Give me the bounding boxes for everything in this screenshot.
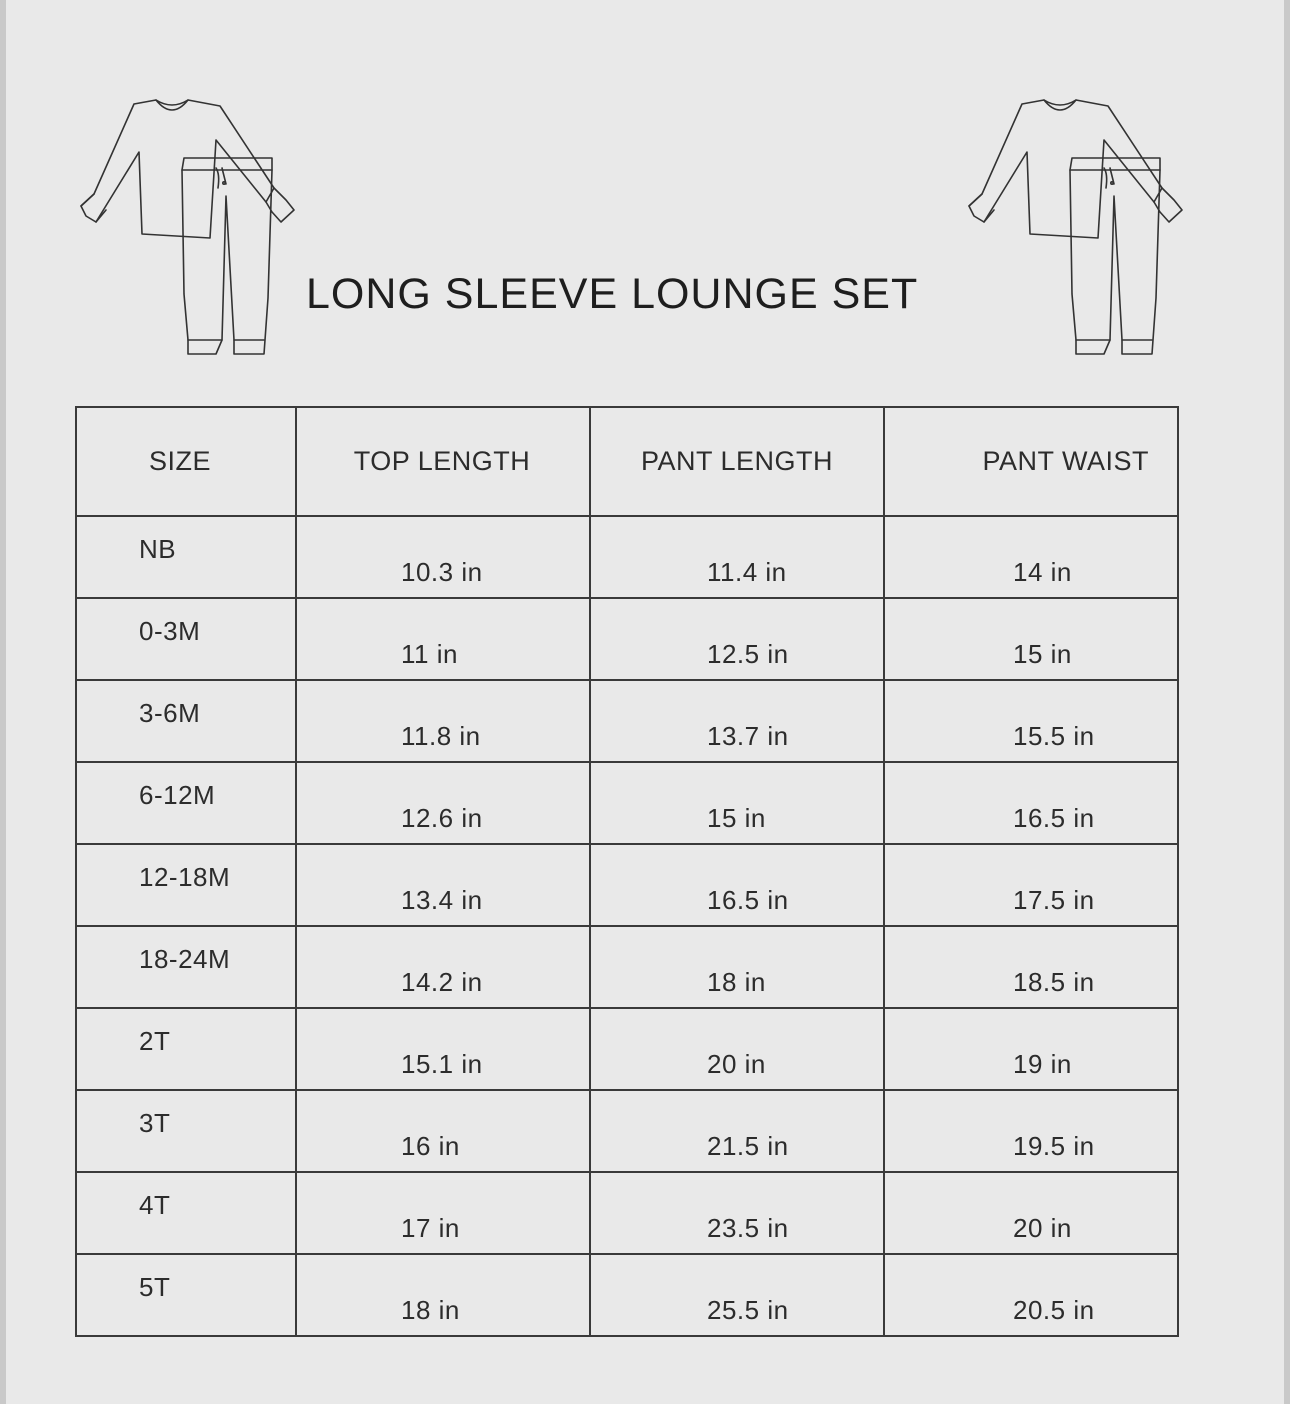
top-length-value: 14.2 in	[401, 967, 483, 997]
cell-size	[76, 1254, 296, 1336]
top-length-value: 11.8 in	[401, 721, 481, 751]
cell-pant-length	[590, 762, 884, 844]
cell-pant-length	[590, 1254, 884, 1336]
cell-top-length	[296, 1008, 590, 1090]
pant-waist-value: 18.5 in	[1013, 967, 1095, 997]
cell-top-length	[296, 762, 590, 844]
cell-top-length	[296, 1090, 590, 1172]
pant-length-value: 23.5 in	[707, 1213, 789, 1243]
top-length-value: 10.3 in	[401, 557, 483, 587]
pant-waist-value: 17.5 in	[1013, 885, 1095, 915]
cell-size	[76, 1008, 296, 1090]
top-length-value: 12.6 in	[401, 803, 483, 833]
cell-size	[76, 926, 296, 1008]
pant-length-value: 20 in	[707, 1049, 766, 1079]
cell-top-length	[296, 926, 590, 1008]
top-length-value: 13.4 in	[401, 885, 483, 915]
cell-pant-length	[590, 1008, 884, 1090]
top-length-value: 15.1 in	[401, 1049, 483, 1079]
cell-pant-waist	[884, 680, 1178, 762]
table-row	[76, 598, 1178, 680]
cell-pant-waist	[884, 1090, 1178, 1172]
cell-pant-waist	[884, 516, 1178, 598]
pant-waist-value: 14 in	[1013, 557, 1072, 587]
table-row	[76, 1008, 1178, 1090]
top-length-value: 11 in	[401, 639, 458, 669]
size-value: 6-12M	[139, 780, 216, 810]
cell-size	[76, 598, 296, 680]
page-title: LONG SLEEVE LOUNGE SET	[306, 270, 919, 318]
cell-top-length	[296, 680, 590, 762]
cell-pant-waist	[884, 1172, 1178, 1254]
cell-pant-length	[590, 926, 884, 1008]
pant-length-value: 11.4 in	[707, 557, 787, 587]
size-value: 3-6M	[139, 698, 201, 728]
pant-length-value: 18 in	[707, 967, 766, 997]
pant-waist-value: 19 in	[1013, 1049, 1072, 1079]
cell-pant-waist	[884, 844, 1178, 926]
size-value: 0-3M	[139, 616, 201, 646]
table-row	[76, 1172, 1178, 1254]
size-chart-page	[6, 0, 1284, 1404]
lounge-set-illustration-icon	[76, 98, 306, 360]
cell-pant-length	[590, 844, 884, 926]
pant-length-value: 21.5 in	[707, 1131, 789, 1161]
lounge-set-illustration-icon	[964, 98, 1194, 360]
cell-size	[76, 680, 296, 762]
size-value: 5T	[139, 1272, 171, 1302]
cell-pant-length	[590, 516, 884, 598]
cell-pant-waist	[884, 1008, 1178, 1090]
pant-length-value: 12.5 in	[707, 639, 789, 669]
size-value: NB	[139, 534, 177, 564]
table-header-row	[76, 407, 1178, 516]
cell-pant-length	[590, 598, 884, 680]
top-length-value: 18 in	[401, 1295, 460, 1325]
pant-waist-value: 15.5 in	[1013, 721, 1095, 751]
pant-waist-value: 20.5 in	[1013, 1295, 1095, 1325]
cell-size	[76, 1172, 296, 1254]
header-top-length: TOP LENGTH	[296, 407, 590, 516]
cell-pant-length	[590, 680, 884, 762]
table-row	[76, 680, 1178, 762]
table-body	[76, 516, 1178, 1336]
cell-top-length	[296, 598, 590, 680]
size-value: 3T	[139, 1108, 171, 1138]
table-row	[76, 516, 1178, 598]
pant-waist-value: 15 in	[1013, 639, 1072, 669]
pant-length-value: 16.5 in	[707, 885, 789, 915]
cell-pant-waist	[884, 926, 1178, 1008]
top-length-value: 17 in	[401, 1213, 460, 1243]
pant-length-value: 13.7 in	[707, 721, 789, 751]
pant-length-value: 25.5 in	[707, 1295, 789, 1325]
table-row	[76, 1254, 1178, 1336]
size-value: 12-18M	[139, 862, 231, 892]
size-value: 2T	[139, 1026, 171, 1056]
size-value: 4T	[139, 1190, 171, 1220]
cell-top-length	[296, 844, 590, 926]
cell-top-length	[296, 1172, 590, 1254]
cell-pant-waist	[884, 598, 1178, 680]
cell-size	[76, 1090, 296, 1172]
table-row	[76, 926, 1178, 1008]
header-size: SIZE	[76, 407, 296, 516]
cell-pant-length	[590, 1172, 884, 1254]
table-row	[76, 1090, 1178, 1172]
top-length-value: 16 in	[401, 1131, 460, 1161]
cell-top-length	[296, 1254, 590, 1336]
header-pant-waist: PANT WAIST	[884, 407, 1178, 516]
pant-length-value: 15 in	[707, 803, 766, 833]
cell-size	[76, 516, 296, 598]
table-row	[76, 762, 1178, 844]
pant-waist-value: 16.5 in	[1013, 803, 1095, 833]
cell-pant-waist	[884, 1254, 1178, 1336]
pant-waist-value: 19.5 in	[1013, 1131, 1095, 1161]
cell-top-length	[296, 516, 590, 598]
cell-pant-waist	[884, 762, 1178, 844]
size-value: 18-24M	[139, 944, 231, 974]
header-pant-length: PANT LENGTH	[590, 407, 884, 516]
size-chart-table	[75, 406, 1179, 1337]
cell-pant-length	[590, 1090, 884, 1172]
cell-size	[76, 844, 296, 926]
cell-size	[76, 762, 296, 844]
pant-waist-value: 20 in	[1013, 1213, 1072, 1243]
table-row	[76, 844, 1178, 926]
